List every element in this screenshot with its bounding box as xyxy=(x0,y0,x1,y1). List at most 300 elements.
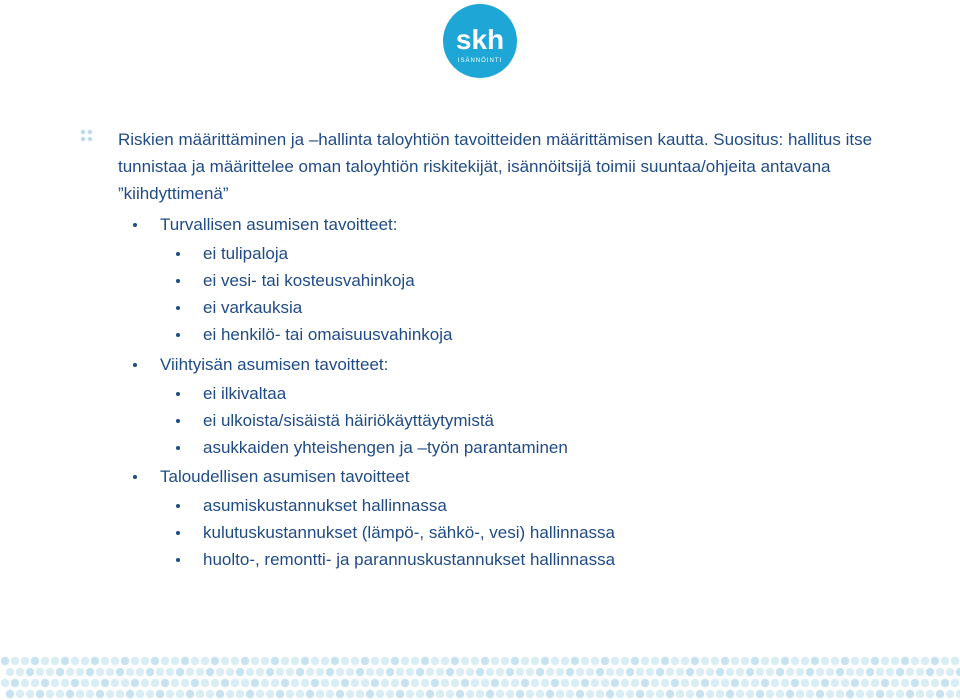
list-item-text: ei henkilö- tai omaisuusvahinkoja xyxy=(203,325,453,344)
footer-dot xyxy=(851,679,859,687)
footer-dot xyxy=(596,668,604,676)
footer-dot xyxy=(901,657,909,665)
footer-dot xyxy=(406,690,414,698)
footer-dot xyxy=(946,668,954,676)
footer-dot xyxy=(46,690,54,698)
footer-dot xyxy=(441,657,449,665)
footer-dot xyxy=(286,668,294,676)
footer-dot xyxy=(191,679,199,687)
footer-dot xyxy=(251,657,259,665)
footer-dot xyxy=(921,657,929,665)
footer-dot xyxy=(181,657,189,665)
footer-dot xyxy=(761,679,769,687)
footer-dot xyxy=(46,668,54,676)
list-item xyxy=(203,297,302,319)
footer-dot xyxy=(731,679,739,687)
footer-dot xyxy=(681,657,689,665)
footer-dot xyxy=(581,657,589,665)
footer-dot xyxy=(236,690,244,698)
footer-dot xyxy=(451,679,459,687)
footer-dot xyxy=(51,679,59,687)
footer-dot xyxy=(71,657,79,665)
footer-dot xyxy=(106,690,114,698)
footer-dot xyxy=(836,690,844,698)
bullet-dot-icon xyxy=(176,252,180,256)
footer-dot xyxy=(126,690,134,698)
footer-dot xyxy=(816,668,824,676)
footer-dot xyxy=(491,657,499,665)
footer-dot xyxy=(481,657,489,665)
footer-dot xyxy=(616,690,624,698)
footer-dot xyxy=(436,690,444,698)
footer-dot xyxy=(361,657,369,665)
bullet-dot-icon xyxy=(133,475,137,479)
footer-dot xyxy=(501,657,509,665)
footer-dot xyxy=(266,668,274,676)
footer-dot xyxy=(521,679,529,687)
footer-dot xyxy=(441,679,449,687)
footer-dot xyxy=(781,657,789,665)
footer-dot xyxy=(41,679,49,687)
footer-dot xyxy=(71,679,79,687)
footer-dot xyxy=(521,657,529,665)
footer-dot xyxy=(336,668,344,676)
footer-dot xyxy=(411,657,419,665)
footer-dot xyxy=(936,668,944,676)
footer-dot xyxy=(526,690,534,698)
footer-dot xyxy=(61,657,69,665)
footer-dot xyxy=(941,679,949,687)
footer-dot xyxy=(131,679,139,687)
footer-dot xyxy=(101,679,109,687)
footer-dot xyxy=(671,657,679,665)
footer-dot xyxy=(56,668,64,676)
footer-dot xyxy=(886,690,894,698)
footer-dot xyxy=(166,668,174,676)
footer-dot xyxy=(796,690,804,698)
footer-dot xyxy=(536,668,544,676)
bullet-dot-icon xyxy=(176,419,180,423)
footer-dot xyxy=(401,657,409,665)
list-item-text: ei vesi- tai kosteusvahinkoja xyxy=(203,271,415,290)
footer-dot xyxy=(871,657,879,665)
footer-dot xyxy=(896,668,904,676)
footer-dot xyxy=(676,668,684,676)
footer-dot xyxy=(341,657,349,665)
footer-dot xyxy=(376,690,384,698)
footer-dot xyxy=(146,690,154,698)
footer-dot-pattern xyxy=(0,655,960,700)
footer-dot xyxy=(226,668,234,676)
footer-dot xyxy=(96,690,104,698)
footer-dot xyxy=(881,657,889,665)
footer-dot xyxy=(291,657,299,665)
footer-dot xyxy=(271,679,279,687)
footer-dot xyxy=(741,679,749,687)
footer-dot xyxy=(681,679,689,687)
footer-dot xyxy=(946,690,954,698)
footer-dot xyxy=(226,690,234,698)
bullet-dot-icon xyxy=(176,558,180,562)
list-item xyxy=(203,270,415,292)
footer-dot xyxy=(196,690,204,698)
footer-dot xyxy=(446,668,454,676)
footer-dot xyxy=(171,679,179,687)
footer-dot xyxy=(316,668,324,676)
footer-dot xyxy=(511,679,519,687)
footer-dot xyxy=(436,668,444,676)
footer-dot xyxy=(901,679,909,687)
footer-dot xyxy=(276,668,284,676)
footer-dot xyxy=(216,668,224,676)
footer-dot xyxy=(381,679,389,687)
footer-dot xyxy=(786,690,794,698)
footer-dot xyxy=(856,668,864,676)
footer-dot xyxy=(241,679,249,687)
footer-dot xyxy=(206,668,214,676)
footer-dot xyxy=(636,668,644,676)
footer-dot xyxy=(476,668,484,676)
footer-dot xyxy=(721,657,729,665)
footer-dot xyxy=(596,690,604,698)
footer-dot xyxy=(626,690,634,698)
footer-dot xyxy=(651,679,659,687)
footer-dot xyxy=(36,668,44,676)
footer-dot xyxy=(851,657,859,665)
footer-dot xyxy=(821,657,829,665)
footer-dot xyxy=(216,690,224,698)
logo-text: skh xyxy=(455,24,505,55)
footer-dot xyxy=(356,668,364,676)
footer-dot xyxy=(31,679,39,687)
footer-dot xyxy=(486,668,494,676)
footer-dot xyxy=(531,679,539,687)
list-item-text: ei varkauksia xyxy=(203,298,303,317)
list-item-text: ei ilkivaltaa xyxy=(203,384,287,403)
footer-dot xyxy=(696,690,704,698)
footer-dot xyxy=(21,657,29,665)
footer-dot xyxy=(6,690,14,698)
footer-dot xyxy=(791,657,799,665)
footer-dot xyxy=(466,668,474,676)
footer-dot xyxy=(371,679,379,687)
footer-dot xyxy=(301,657,309,665)
footer-dot xyxy=(951,679,959,687)
footer-dot xyxy=(121,679,129,687)
footer-dot xyxy=(841,679,849,687)
footer-dot xyxy=(646,690,654,698)
footer-dot xyxy=(861,657,869,665)
footer-dot xyxy=(831,679,839,687)
footer-dot xyxy=(501,679,509,687)
footer-dot xyxy=(366,690,374,698)
list-item-text: asukkaiden yhteishengen ja –työn parantaminen xyxy=(203,438,568,457)
footer-dot xyxy=(741,657,749,665)
footer-dot xyxy=(396,668,404,676)
section-title xyxy=(160,354,388,376)
footer-dot xyxy=(911,679,919,687)
list-item xyxy=(203,437,568,459)
footer-dot xyxy=(626,668,634,676)
footer-dot xyxy=(571,657,579,665)
footer-dot xyxy=(656,668,664,676)
footer-dot xyxy=(576,668,584,676)
bullet-dot-icon xyxy=(176,504,180,508)
footer-dot xyxy=(81,657,89,665)
footer-dot xyxy=(91,657,99,665)
footer-dot xyxy=(581,679,589,687)
footer-dot xyxy=(306,690,314,698)
footer-dot xyxy=(566,690,574,698)
footer-dot xyxy=(766,668,774,676)
footer-dot xyxy=(66,690,74,698)
footer-dot xyxy=(391,679,399,687)
footer-dot xyxy=(656,690,664,698)
footer-dot xyxy=(111,657,119,665)
footer-dot xyxy=(661,679,669,687)
footer-dot xyxy=(386,668,394,676)
footer-dot xyxy=(146,668,154,676)
footer-dot xyxy=(611,679,619,687)
bullet-dot-icon xyxy=(176,392,180,396)
footer-dot xyxy=(206,690,214,698)
footer-dot xyxy=(141,657,149,665)
footer-dot xyxy=(116,690,124,698)
footer-dot xyxy=(431,657,439,665)
footer-dot xyxy=(261,657,269,665)
footer-dot xyxy=(376,668,384,676)
footer-dot xyxy=(281,679,289,687)
footer-dot xyxy=(56,690,64,698)
footer-dot xyxy=(601,679,609,687)
footer-dot xyxy=(451,657,459,665)
footer-dot xyxy=(556,668,564,676)
footer-dot xyxy=(351,657,359,665)
footer-dot xyxy=(321,657,329,665)
footer-dot xyxy=(156,690,164,698)
footer-dot xyxy=(541,657,549,665)
footer-dot xyxy=(301,679,309,687)
footer-dot xyxy=(136,668,144,676)
footer-dot xyxy=(346,668,354,676)
footer-dot xyxy=(296,668,304,676)
footer-dot xyxy=(176,690,184,698)
footer-dot xyxy=(261,679,269,687)
footer-dot xyxy=(621,679,629,687)
footer-dot xyxy=(446,690,454,698)
footer-dot xyxy=(716,690,724,698)
footer-dot xyxy=(331,679,339,687)
footer-dot xyxy=(561,657,569,665)
footer-dot xyxy=(91,679,99,687)
footer-dot xyxy=(816,690,824,698)
footer-dot xyxy=(356,690,364,698)
footer-dot xyxy=(631,657,639,665)
bullet-dot-icon xyxy=(176,446,180,450)
footer-dot xyxy=(916,668,924,676)
footer-dot xyxy=(231,657,239,665)
footer-dot xyxy=(536,690,544,698)
footer-dot xyxy=(306,668,314,676)
footer-dot xyxy=(96,668,104,676)
footer-dot xyxy=(601,657,609,665)
section-title xyxy=(160,214,397,236)
footer-dot xyxy=(241,657,249,665)
footer-dot xyxy=(641,679,649,687)
footer-dot xyxy=(571,679,579,687)
list-item xyxy=(203,383,286,405)
footer-dot xyxy=(221,657,229,665)
footer-dot xyxy=(506,668,514,676)
bullet-dot-icon xyxy=(133,223,137,227)
footer-dot xyxy=(686,668,694,676)
footer-dot xyxy=(486,690,494,698)
footer-dot xyxy=(561,679,569,687)
footer-dot xyxy=(456,668,464,676)
footer-dot xyxy=(11,657,19,665)
footer-dot xyxy=(81,679,89,687)
footer-dot xyxy=(396,690,404,698)
footer-dot xyxy=(951,657,959,665)
footer-dot xyxy=(606,690,614,698)
footer-dot xyxy=(346,690,354,698)
footer-dot xyxy=(386,690,394,698)
intro-paragraph: Riskien määrittäminen ja –hallinta taloyhtiön tavoitteiden määrittämisen kautta. Suositus: hallitus itse tunnistaa ja määrittelee oman taloyhtiön riskitekijät, isännöitsijä toimii suuntaa/ohjeita antavana ”kiihdyttimenä” xyxy=(118,130,873,203)
footer-dot xyxy=(821,679,829,687)
footer-dot xyxy=(931,657,939,665)
list-item xyxy=(203,324,452,346)
footer-dot xyxy=(551,679,559,687)
footer-dot xyxy=(671,679,679,687)
footer-dot xyxy=(886,668,894,676)
list-item xyxy=(203,410,494,432)
footer-dot xyxy=(186,668,194,676)
footer-dot xyxy=(826,690,834,698)
footer-dot xyxy=(26,668,34,676)
footer-dot xyxy=(111,679,119,687)
footer-dot xyxy=(471,679,479,687)
footer-dot xyxy=(201,679,209,687)
footer-dot xyxy=(936,690,944,698)
footer-dot xyxy=(1,657,9,665)
footer-dot xyxy=(796,668,804,676)
footer-dot xyxy=(431,679,439,687)
footer-dot xyxy=(321,679,329,687)
footer-dot xyxy=(716,668,724,676)
footer-dot xyxy=(36,690,44,698)
footer-dot xyxy=(221,679,229,687)
footer-dot xyxy=(511,657,519,665)
footer-dot xyxy=(41,657,49,665)
footer-dot xyxy=(181,679,189,687)
footer-dot xyxy=(311,657,319,665)
footer-dot xyxy=(586,690,594,698)
footer-dot xyxy=(421,657,429,665)
footer-dot xyxy=(201,657,209,665)
footer-dot xyxy=(776,690,784,698)
footer-dot xyxy=(296,690,304,698)
bullet-dot-icon xyxy=(133,363,137,367)
footer-dot xyxy=(516,668,524,676)
footer-dot xyxy=(926,690,934,698)
footer-dot xyxy=(846,690,854,698)
footer-dot xyxy=(461,657,469,665)
footer-dot xyxy=(691,679,699,687)
footer-dot xyxy=(21,679,29,687)
footer-dot xyxy=(381,657,389,665)
footer-dot xyxy=(661,657,669,665)
footer-dot xyxy=(156,668,164,676)
footer-dot xyxy=(841,657,849,665)
footer-dot xyxy=(641,657,649,665)
footer-dot xyxy=(726,668,734,676)
footer-dot xyxy=(391,657,399,665)
footer-dot xyxy=(126,668,134,676)
footer-dot xyxy=(421,679,429,687)
footer-dot xyxy=(876,690,884,698)
section-title-text: Taloudellisen asumisen tavoitteet xyxy=(160,467,410,486)
footer-dot xyxy=(276,690,284,698)
footer-dot xyxy=(506,690,514,698)
footer-dot xyxy=(491,679,499,687)
footer-dot xyxy=(66,668,74,676)
logo-subtext: ISÄNNÖINTI xyxy=(457,58,503,64)
footer-dot xyxy=(926,668,934,676)
footer-dot xyxy=(271,657,279,665)
list-item-text: ei tulipaloja xyxy=(203,244,289,263)
footer-dot xyxy=(76,668,84,676)
footer-dot xyxy=(676,690,684,698)
bullet-dot-icon xyxy=(176,333,180,337)
footer-dot xyxy=(801,657,809,665)
footer-dot xyxy=(416,690,424,698)
section-title xyxy=(160,466,409,488)
footer-dot xyxy=(631,679,639,687)
footer-dot xyxy=(746,668,754,676)
bullet-dot-icon xyxy=(176,279,180,283)
footer-dot xyxy=(211,679,219,687)
footer-dot xyxy=(196,668,204,676)
footer-dot xyxy=(866,668,874,676)
footer-dot xyxy=(316,690,324,698)
footer-dot xyxy=(621,657,629,665)
footer-dot xyxy=(706,668,714,676)
footer-dot xyxy=(556,690,564,698)
footer-dot xyxy=(761,657,769,665)
footer-dot xyxy=(61,679,69,687)
footer-dot xyxy=(666,690,674,698)
list-item xyxy=(203,522,615,544)
footer-dot xyxy=(756,668,764,676)
footer-dot xyxy=(496,690,504,698)
footer-dot xyxy=(746,690,754,698)
footer-dot xyxy=(191,657,199,665)
footer-dot xyxy=(906,690,914,698)
footer-dot xyxy=(751,679,759,687)
footer-dot xyxy=(711,679,719,687)
footer-dot xyxy=(616,668,624,676)
footer-dot xyxy=(756,690,764,698)
footer-dot xyxy=(6,668,14,676)
footer-dot xyxy=(836,668,844,676)
dot-cluster-bullet-icon xyxy=(80,129,94,143)
footer-dot xyxy=(781,679,789,687)
footer-dot xyxy=(531,657,539,665)
footer-dot xyxy=(941,657,949,665)
footer-dot xyxy=(116,668,124,676)
footer-dot xyxy=(326,668,334,676)
footer-dot xyxy=(811,679,819,687)
